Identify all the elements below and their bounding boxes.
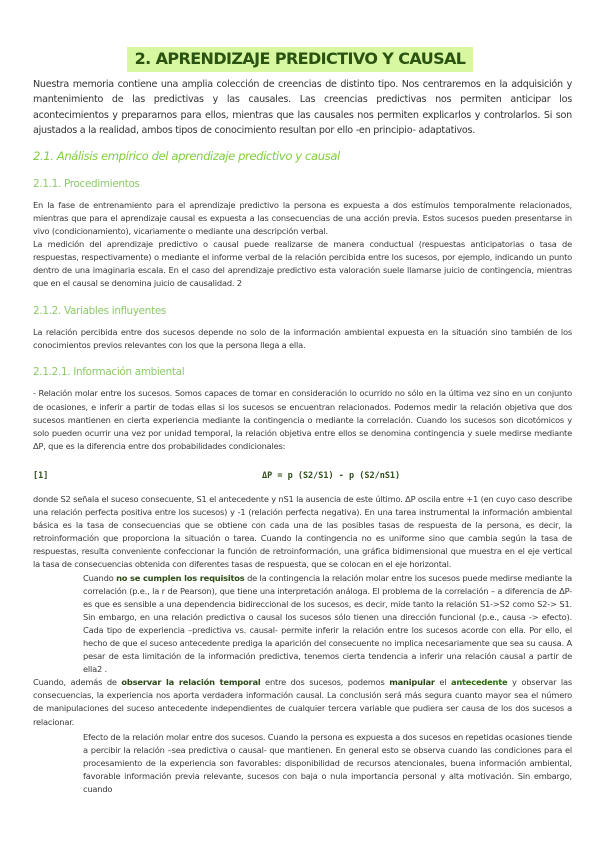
p4-f: antecedente [450, 677, 508, 688]
p3-pre: Cuando [83, 572, 117, 583]
title-wrap [0, 0, 600, 72]
procedimientos-p2: La medición del aprendizaje predictivo o causal puede realizarse de manera conductual (respuestas anticipatorias o tasa de respuestas, respectivamente) o mediante el informe verbal de la relación percibida entre los sucesos, por ejemplo, indicando un punto dentro de una imaginaria escala. En el caso del aprendizaje predictivo esta valoración suele llamarse juicio de contingencia, mientras que en el causal se denomina juicio de causalidad. 2 [33, 238, 572, 289]
equation-row [33, 469, 572, 483]
heading-2-1-1: 2.1.1. Procedimientos [33, 177, 140, 190]
info-ambiental-p2: donde S2 señala el suceso consecuente, S1 el antecedente y nS1 la ausencia de este último. ΔP oscila entre +1 (en cuyo caso describe una relación perfecta positiva entre los sucesos) y -1 (relación perfecta negativa). En una tarea instrumental la información ambiental básica es la tasa de consecuencias que se obtiene con cada una de las posibles tasas de respuesta de la persona, es decir, la retroinformación que proporciona la situación o tarea. Cuando la contingencia no es uniforme sino que cambia según la tasa de respuestas, resulta conveniente confeccionar la función de retroinformación, una gráfica bidimensional que muestra en el eje vertical la tasa de consecuencias obtenida con diferentes tasas de respuesta, que se colocan en el eje horizontal. [33, 493, 572, 570]
p4-a: Cuando, además de [33, 677, 122, 688]
info-ambiental-p3 [33, 572, 572, 677]
procedimientos-p1: En la fase de entrenamiento para el aprendizaje predictivo la persona es expuesta a dos estímulos temporalmente relacionados, mientras que para el aprendizaje causal es expuesta a las consecuencias de una acción previa. Estos sucesos pueden presentarse in vivo (condicionamiento), vicariamente o mediante una descripción verbal. [33, 199, 572, 236]
page-title: 2. APRENDIZAJE PREDICTIVO Y CAUSAL [127, 47, 474, 72]
intro-paragraph: Nuestra memoria contiene una amplia colección de creencias de distinto tipo. Nos centraremos en la adquisición y mantenimiento de las predictivas y las causales. Las creencias predictivas nos permiten anticipar los acontecimientos y prepararnos para ellos, mientras que las causales nos permiten explicarlos y controlarlos. Si son ajustados a la realidad, ambos tipos de conocimiento resultan por ello -en principio- adaptativos. [33, 79, 572, 137]
info-ambiental-p5: Efecto de la relación molar entre dos sucesos. Cuando la persona es expuesta a dos sucesos en repetidas ocasiones tiende a percibir la relación –sea predictiva o causal- que mantienen. En general esto se observa cuando las condiciones para el procesamiento de la experiencia son favorables: disponibilidad de recursos atencionales, buena información ambiental, favorable información previa relevante, sucesos con baja o nula importancia personal y alta motivación. Sin embargo, cuando [83, 731, 572, 794]
heading-2-1-2: 2.1.2. Variables influyentes [33, 305, 167, 318]
equation-formula: ΔP = p (S2/S1) - p (S2/nS1) [262, 470, 401, 481]
p3-post: de la contingencia la relación molar entre los sucesos puede medirse mediante la correlación (p.e., la r de Pearson), que tiene una interpretación análoga. El problema de la correlación – a diferencia de ΔP- es que es sensible a una dependencia bidireccional de los sucesos, es decir, mide tanto la relación S1->S2 como S2-> S1. Sin embargo, en una relación predictiva o causal los sucesos sólo tienen una dirección funcional (p.e., causa -> efecto). Cada tipo de experiencia –predictiva vs. causal- permite inferir la relación entre los sucesos acorde con ella. Por ello, el hecho de que el suceso antecedente prediga la aparición del consecuente no implica necesariamente que sea su causa. A pesar de esta limitación de la información predictiva, tenemos cierta tendencia a inferir una relación causal a partir de ella2 . [83, 572, 573, 675]
p4-c: entre dos sucesos, podemos [260, 677, 390, 688]
variables-p1: La relación percibida entre dos sucesos depende no solo de la información ambiental expuesta en la situación sino también de los conocimientos previos relevantes con los que la persona llega a ella. [33, 327, 572, 351]
content [33, 77, 572, 796]
heading-2-1: 2.1. Análisis empírico del aprendizaje predictivo y causal [33, 148, 340, 163]
equation-number: [1] [33, 470, 49, 481]
info-ambiental-p4 [33, 676, 572, 728]
heading-2-1-2-1: 2.1.2.1. Información ambiental [33, 366, 185, 379]
p3-bold: no se cumplen los requisitos [116, 572, 245, 583]
p4-e: el [434, 677, 451, 688]
p4-g: y observar las consecuencias, la experiencia nos aporta verdadera información causal. La conclusión será más segura cuanto mayor sea el número de manipulaciones del suceso antecedente independientes de cualquier tercera variable que pudiera ser causa de los dos sucesos a relacionar. [33, 677, 572, 727]
info-ambiental-p1: - Relación molar entre los sucesos. Somos capaces de tomar en consideración lo ocurrido no sólo en la última vez sino en un conjunto de ocasiones, e inferir a partir de todas ellas si los sucesos se encuentran relacionados. Podemos medir la relación objetiva que dos sucesos mantienen en cierta experiencia mediante la contingencia o mediante la correlación. Cuando los sucesos son dicotómicos y solo pueden ocurrir una vez por unidad temporal, la relación objetiva entre ellos se denomina contingencia y suele medirse mediante ΔP, que es la diferencia entre dos probabilidades condicionales: [33, 388, 572, 451]
p4-b: observar la relación temporal [121, 677, 261, 688]
p4-d: manipular [389, 677, 435, 688]
